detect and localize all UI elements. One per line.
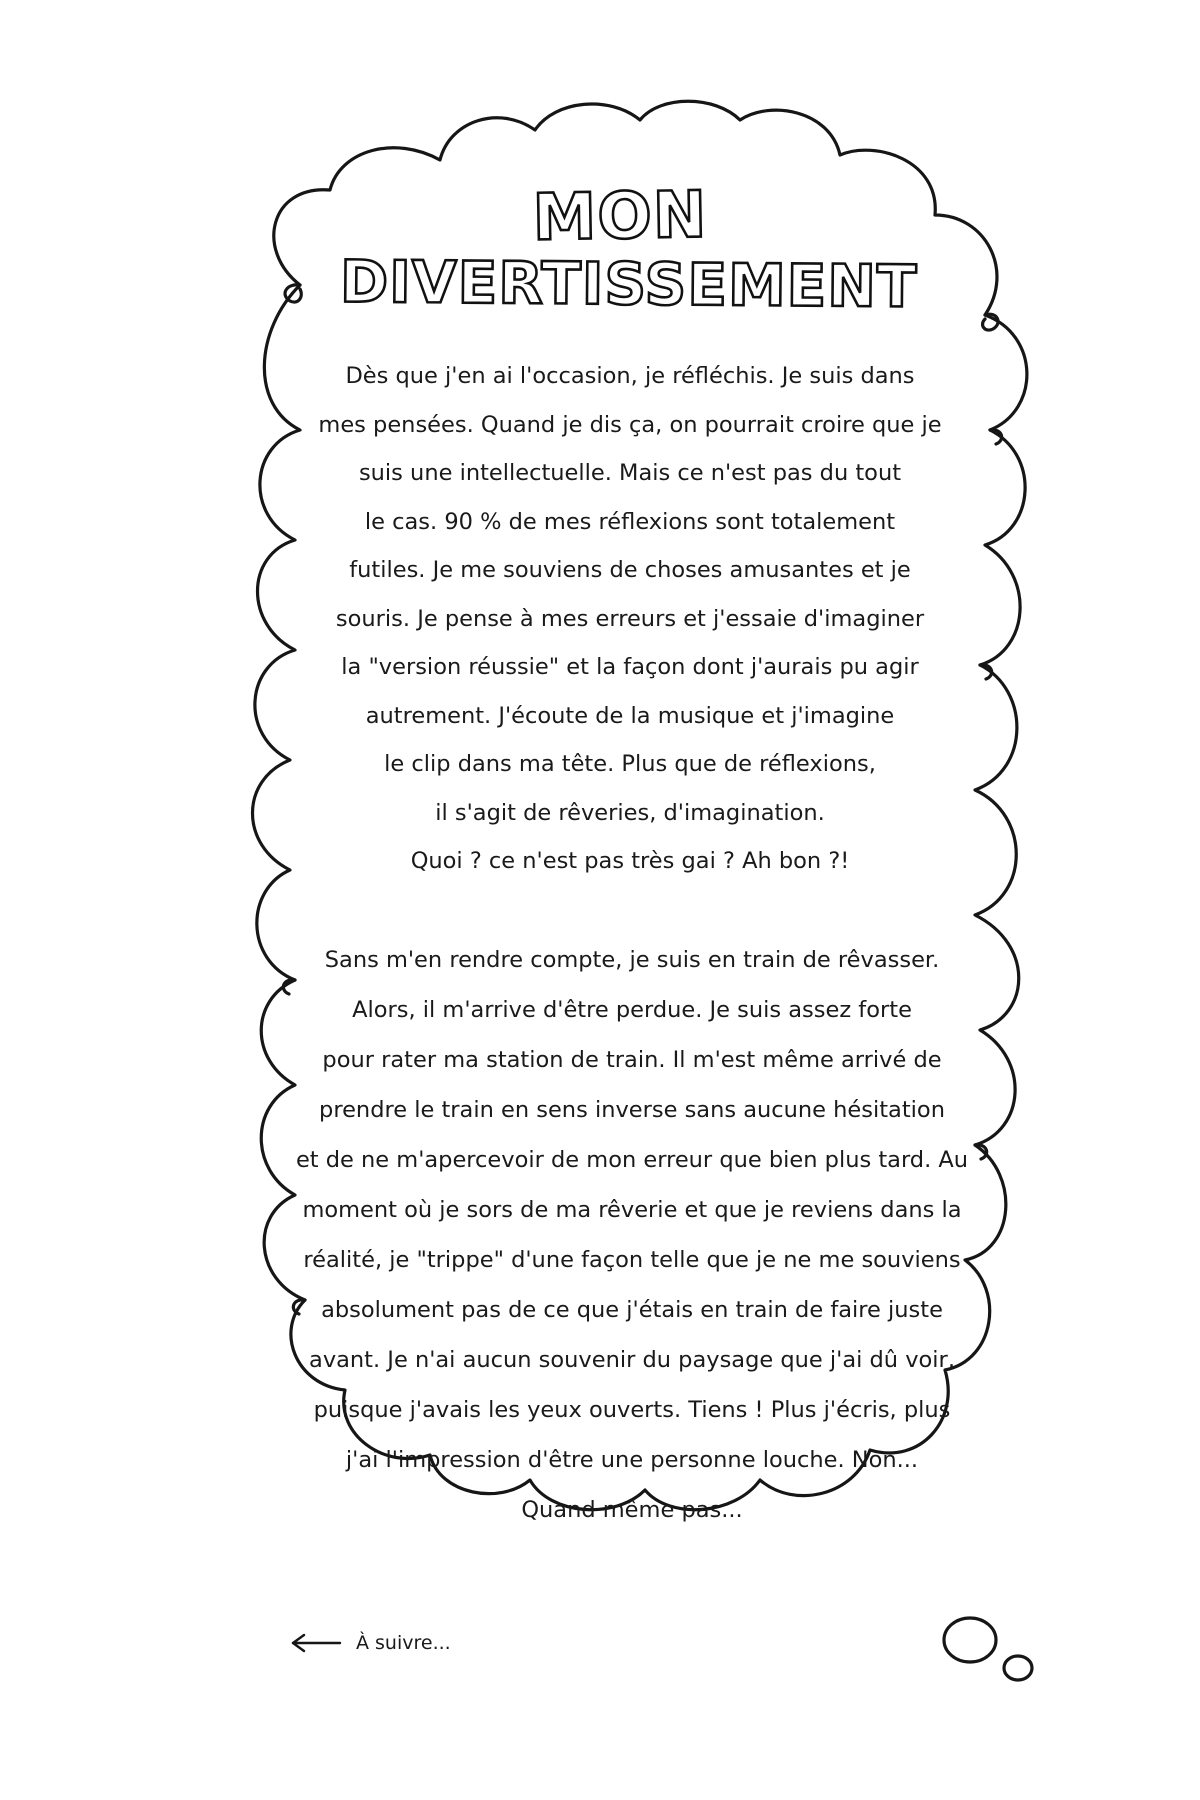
title-line-1: MON — [532, 178, 708, 256]
paragraph-1: Dès que j'en ai l'occasion, je réfléchis. Je suis dans mes pensées. Quand je dis ça, on pourrait croire que je suis une intellectuelle. Mais ce n'est pas du tout le cas. 90 % de mes réflexions sont totalement futiles. Je me souviens de choses amusantes et je souris. Je pense à mes erreurs et j'essaie d'imaginer la "version réussie" et la façon dont j'aurais pu agir autrement. J'écoute de la musique et j'imagine le clip dans ma tête. Plus que de réflexions, il s'agit de rêveries, d'imagination. Quoi ? ce n'est pas très gai ? Ah bon ?! — [318, 363, 942, 874]
thought-dot-small — [1004, 1656, 1032, 1680]
arrow-left-icon — [290, 1633, 342, 1653]
page-title — [339, 178, 918, 321]
paragraph-2: Sans m'en rendre compte, je suis en train de rêvasser. Alors, il m'arrive d'être perdue. Je suis assez forte pour rater ma station de train. Il m'est même arrivé de prendre le train en sens inverse sans aucune hésitation et de ne m'apercevoir de mon erreur que bien plus tard. Au moment où je sors de ma rêverie et que je reviens dans la réalité, je "trippe" d'une façon telle que je ne me souviens absolument pas de ce que j'étais en train de faire juste avant. Je n'ai aucun souvenir du paysage que j'ai dû voir, puisque j'avais les yeux ouverts. Tiens ! Plus j'écris, plus j'ai l'impression d'être une personne louche. Non... Quand même pas... — [295, 947, 969, 1523]
follow-indicator — [290, 1632, 451, 1654]
thought-dot-large — [944, 1618, 996, 1662]
title-line-2: DIVERTISSEMENT — [339, 247, 918, 321]
follow-label: À suivre... — [356, 1632, 451, 1654]
